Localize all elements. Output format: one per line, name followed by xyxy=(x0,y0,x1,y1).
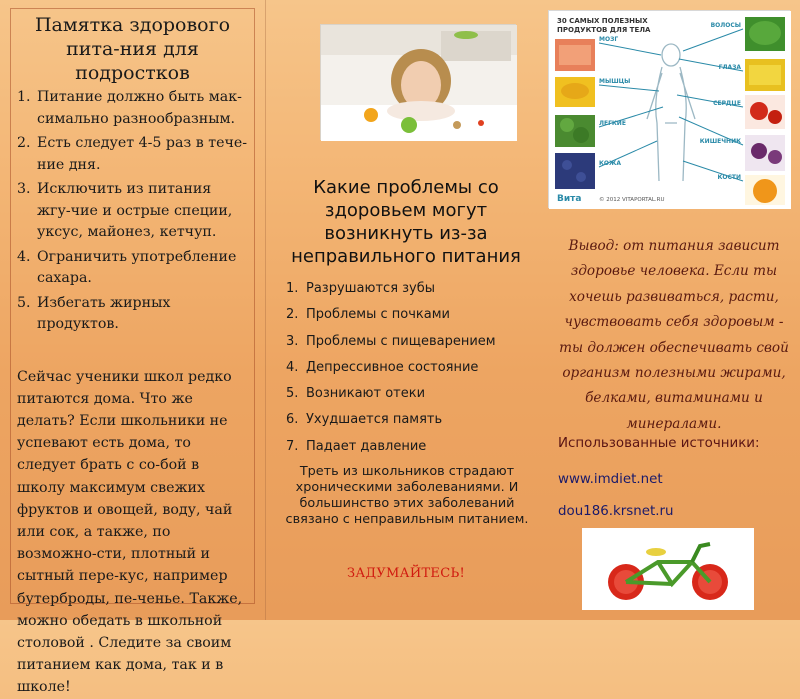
statistics-text: Треть из школьников страдают хроническими заболеваниями. И большинство этих заболеваний связано с неправильным питанием. xyxy=(285,464,529,527)
healthy-foods-poster xyxy=(548,10,790,208)
memo-frame xyxy=(10,8,255,696)
think-callout: ЗАДУМАЙТЕСЬ! xyxy=(346,566,466,581)
conclusion-column xyxy=(548,0,800,620)
memo-column xyxy=(0,0,266,696)
problems-list xyxy=(286,276,536,460)
poster-label-skin: КОЖА xyxy=(599,160,621,167)
sources-title: Использованные источники: xyxy=(558,436,760,451)
list-item: 2. Проблемы с почками xyxy=(286,307,450,323)
list-item: 4. Ограничить употребление сахара. xyxy=(17,248,237,286)
problems-column xyxy=(266,0,548,620)
list-item: 6. Ухудшается память xyxy=(286,412,443,428)
list-item: 3. Исключить из питания жгу-чие и острые специи, уксус, майонез, кетчуп. xyxy=(17,181,233,240)
memo-title: Памятка здорового пита-ния для подростков xyxy=(34,14,231,84)
list-item: 5. Избегать жирных продуктов. xyxy=(17,294,171,332)
girl-with-fruit-photo xyxy=(320,24,516,140)
list-item: 7. Падает давление xyxy=(286,438,427,454)
poster-copyright: © 2012 VITAPORTAL.RU xyxy=(599,197,665,203)
poster-label-hair: ВОЛОСЫ xyxy=(710,22,741,29)
list-item: 5. Возникают отеки xyxy=(286,386,426,402)
poster-label-heart: СЕРДЦЕ xyxy=(713,100,741,107)
poster-label-muscles: МЫШЦЫ xyxy=(599,78,631,85)
poster-label-eyes: ГЛАЗА xyxy=(718,64,741,71)
poster-brand: Вита xyxy=(557,194,582,204)
poster-title-line1: 30 САМЫХ ПОЛЕЗНЫХ xyxy=(557,17,648,25)
rules-list xyxy=(17,87,248,336)
poster-label-lungs: ЛЕГКИЕ xyxy=(599,120,626,127)
poster-label-intestine: КИШЕЧНИК xyxy=(699,138,741,145)
source-link-imdiet[interactable]: www.imdiet.net xyxy=(558,472,663,487)
list-item: 1. Питание должно быть мак-симально разнообразным. xyxy=(17,89,242,127)
poster-title-line2: ПРОДУКТОВ ДЛЯ ТЕЛА xyxy=(557,26,651,34)
problems-title: Какие проблемы со здоровьем могут возникнуть из-за неправильного питания xyxy=(291,177,521,267)
list-item: 1. Разрушаются зубы xyxy=(286,281,436,296)
source-link-krsnet[interactable]: dou186.krsnet.ru xyxy=(558,504,674,519)
list-item: 3. Проблемы с пищеварением xyxy=(286,333,496,349)
list-item: 4. Депрессивное состояние xyxy=(286,359,479,375)
poster-label-bones: КОСТИ xyxy=(717,174,741,181)
conclusion-text: Вывод: от питания зависит здоровье человека. Если ты хочешь развиваться, расти, чувствовать себя здоровым - ты должен обеспечивать свой организм полезными жирами, белками, витаминами и минералами. xyxy=(559,238,789,432)
advice-paragraph: Сейчас ученики школ редко питаются дома. Что же делать? Если школьники не успевают есть дома, то следует брать с со-бой в школу максимум свежих фруктов и овощей, воду, чай или сок, а также, по возможно-сти, плотный и сытный пере-кус, например бутерброды, пе-ченье. Также, можно обедать в школьной столовой . Следите за своим питанием как дома, так и в школе! xyxy=(17,368,243,696)
poster-label-brain: МОЗГ xyxy=(599,36,619,43)
list-item: 2. Есть следует 4-5 раз в тече-ние дня. xyxy=(17,135,248,173)
vegetable-bicycle-image xyxy=(582,528,754,610)
